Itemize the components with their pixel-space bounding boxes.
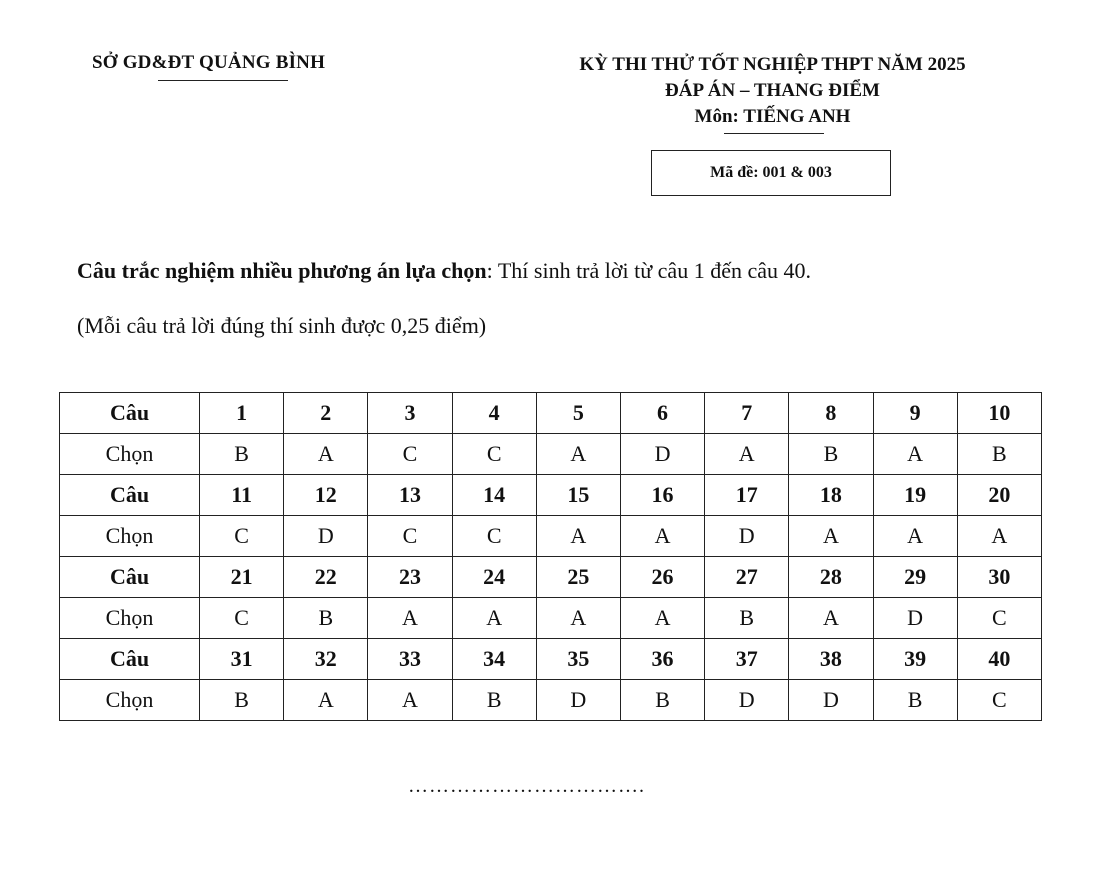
- answer-cell: C: [368, 516, 452, 557]
- question-number: 11: [200, 475, 284, 516]
- question-number: 10: [957, 393, 1041, 434]
- question-number: 31: [200, 639, 284, 680]
- question-row: [60, 639, 1042, 680]
- question-number: 38: [789, 639, 873, 680]
- question-row: [60, 475, 1042, 516]
- answer-label: Chọn: [60, 434, 200, 475]
- answer-cell: A: [368, 680, 452, 721]
- question-number: 23: [368, 557, 452, 598]
- answer-cell: D: [873, 598, 957, 639]
- question-number: 26: [620, 557, 704, 598]
- answer-cell: A: [368, 598, 452, 639]
- question-number: 16: [620, 475, 704, 516]
- answer-row: [60, 434, 1042, 475]
- answer-cell: A: [789, 598, 873, 639]
- question-number: 19: [873, 475, 957, 516]
- question-label: Câu: [60, 393, 200, 434]
- question-number: 36: [620, 639, 704, 680]
- answer-cell: A: [873, 516, 957, 557]
- answer-label: Chọn: [60, 598, 200, 639]
- answer-label: Chọn: [60, 680, 200, 721]
- footer-dots: …………………………….: [408, 775, 645, 797]
- answer-cell: D: [620, 434, 704, 475]
- question-number: 1: [200, 393, 284, 434]
- answer-cell: C: [957, 680, 1041, 721]
- subject-title: Môn: TIẾNG ANH: [694, 106, 851, 127]
- scoring-note: (Mỗi câu trả lời đúng thí sinh được 0,25 điểm): [77, 313, 487, 338]
- answer-cell: A: [620, 598, 704, 639]
- answer-cell: A: [536, 598, 620, 639]
- question-row: [60, 393, 1042, 434]
- answer-cell: B: [873, 680, 957, 721]
- instruction-line: [77, 258, 811, 284]
- question-number: 33: [368, 639, 452, 680]
- question-number: 37: [705, 639, 789, 680]
- answer-row: [60, 680, 1042, 721]
- answer-cell: B: [284, 598, 368, 639]
- question-number: 4: [452, 393, 536, 434]
- answer-cell: D: [705, 680, 789, 721]
- section-title: Câu trắc nghiệm nhiều phương án lựa chọn: [77, 258, 487, 283]
- question-number: 8: [789, 393, 873, 434]
- question-number: 15: [536, 475, 620, 516]
- answer-cell: B: [957, 434, 1041, 475]
- answer-cell: C: [452, 434, 536, 475]
- answer-key-title: ĐÁP ÁN – THANG ĐIỂM: [665, 80, 880, 101]
- question-number: 25: [536, 557, 620, 598]
- question-number: 7: [705, 393, 789, 434]
- answer-cell: A: [536, 434, 620, 475]
- question-number: 20: [957, 475, 1041, 516]
- section-text: : Thí sinh trả lời từ câu 1 đến câu 40.: [486, 258, 811, 283]
- answer-cell: D: [789, 680, 873, 721]
- answer-cell: A: [873, 434, 957, 475]
- exam-header: [500, 52, 1045, 130]
- answer-cell: A: [284, 434, 368, 475]
- exam-code: Mã đề: 001 & 003: [710, 164, 832, 181]
- answer-cell: C: [452, 516, 536, 557]
- question-number: 17: [705, 475, 789, 516]
- question-number: 5: [536, 393, 620, 434]
- question-number: 28: [789, 557, 873, 598]
- question-number: 35: [536, 639, 620, 680]
- subject-underline: [724, 133, 824, 134]
- answer-cell: A: [957, 516, 1041, 557]
- question-label: Câu: [60, 475, 200, 516]
- answer-cell: B: [789, 434, 873, 475]
- answer-cell: B: [200, 680, 284, 721]
- answer-row: [60, 516, 1042, 557]
- answer-label: Chọn: [60, 516, 200, 557]
- question-number: 34: [452, 639, 536, 680]
- question-number: 21: [200, 557, 284, 598]
- question-number: 27: [705, 557, 789, 598]
- question-row: [60, 557, 1042, 598]
- answer-cell: C: [368, 434, 452, 475]
- question-number: 2: [284, 393, 368, 434]
- answer-cell: D: [536, 680, 620, 721]
- answer-cell: D: [284, 516, 368, 557]
- answer-cell: B: [620, 680, 704, 721]
- exam-title: KỲ THI THỬ TỐT NGHIỆP THPT NĂM 2025: [579, 54, 966, 75]
- answer-row: [60, 598, 1042, 639]
- answer-cell: C: [200, 516, 284, 557]
- answer-cell: A: [284, 680, 368, 721]
- question-number: 6: [620, 393, 704, 434]
- answer-cell: B: [452, 680, 536, 721]
- answer-cell: B: [705, 598, 789, 639]
- question-number: 12: [284, 475, 368, 516]
- question-number: 13: [368, 475, 452, 516]
- question-number: 32: [284, 639, 368, 680]
- question-number: 22: [284, 557, 368, 598]
- question-label: Câu: [60, 557, 200, 598]
- answer-cell: A: [789, 516, 873, 557]
- question-number: 30: [957, 557, 1041, 598]
- answer-cell: C: [957, 598, 1041, 639]
- department-underline: [158, 80, 288, 81]
- answer-cell: C: [200, 598, 284, 639]
- question-number: 40: [957, 639, 1041, 680]
- question-number: 29: [873, 557, 957, 598]
- question-number: 18: [789, 475, 873, 516]
- department-name: SỞ GD&ĐT QUẢNG BÌNH: [92, 52, 326, 73]
- question-number: 3: [368, 393, 452, 434]
- question-number: 14: [452, 475, 536, 516]
- answer-cell: D: [705, 516, 789, 557]
- answer-cell: B: [200, 434, 284, 475]
- question-number: 9: [873, 393, 957, 434]
- question-number: 24: [452, 557, 536, 598]
- question-label: Câu: [60, 639, 200, 680]
- answer-cell: A: [705, 434, 789, 475]
- answer-cell: A: [620, 516, 704, 557]
- answer-cell: A: [536, 516, 620, 557]
- answer-key-table: [59, 392, 1042, 721]
- answer-cell: A: [452, 598, 536, 639]
- exam-code-box: [651, 150, 891, 196]
- question-number: 39: [873, 639, 957, 680]
